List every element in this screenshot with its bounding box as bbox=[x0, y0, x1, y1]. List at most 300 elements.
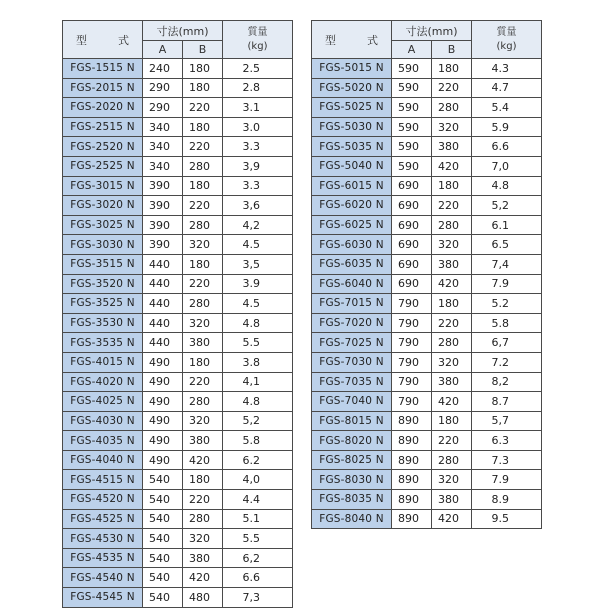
dimension-b-cell: 180 bbox=[183, 254, 223, 274]
model-cell: FGS-3530 N bbox=[63, 313, 143, 333]
model-cell: FGS-6035 N bbox=[312, 254, 392, 274]
mass-cell bbox=[223, 176, 293, 196]
mass-cell bbox=[223, 235, 293, 255]
dimension-b-cell: 180 bbox=[183, 78, 223, 98]
dimension-a-cell: 490 bbox=[143, 450, 183, 470]
mass-cell bbox=[223, 450, 293, 470]
table-row bbox=[63, 529, 293, 549]
mass-value: 5.1 bbox=[242, 512, 261, 526]
dimension-b-cell: 220 bbox=[183, 98, 223, 118]
dimension-b-cell: 180 bbox=[183, 470, 223, 490]
table-row bbox=[312, 431, 542, 451]
model-cell: FGS-7035 N bbox=[312, 372, 392, 392]
dimension-b-cell: 180 bbox=[432, 59, 472, 79]
model-cell: FGS-4545 N bbox=[63, 588, 143, 608]
dimension-a-cell: 890 bbox=[392, 509, 432, 529]
mass-value: 7,0 bbox=[491, 159, 510, 173]
table-row bbox=[312, 372, 542, 392]
spec-table-right bbox=[311, 20, 542, 529]
model-cell: FGS-4035 N bbox=[63, 431, 143, 451]
table-row bbox=[312, 411, 542, 431]
header-mass-unit: (kg) bbox=[247, 40, 268, 52]
model-cell: FGS-4515 N bbox=[63, 470, 143, 490]
table-row bbox=[312, 490, 542, 510]
table-row bbox=[312, 333, 542, 353]
mass-value: 5.4 bbox=[491, 100, 510, 114]
table-row bbox=[312, 117, 542, 137]
dimension-b-cell: 320 bbox=[432, 352, 472, 372]
dimension-a-cell: 790 bbox=[392, 294, 432, 314]
mass-cell bbox=[472, 98, 542, 118]
mass-cell bbox=[223, 254, 293, 274]
mass-cell bbox=[223, 156, 293, 176]
dimension-a-cell: 490 bbox=[143, 411, 183, 431]
table-row bbox=[63, 568, 293, 588]
mass-value: 4.8 bbox=[242, 316, 261, 330]
dimension-b-cell: 380 bbox=[183, 333, 223, 353]
model-cell: FGS-7020 N bbox=[312, 313, 392, 333]
dimension-b-cell: 320 bbox=[432, 117, 472, 137]
dimension-a-cell: 440 bbox=[143, 254, 183, 274]
mass-cell bbox=[472, 254, 542, 274]
model-cell: FGS-3015 N bbox=[63, 176, 143, 196]
mass-cell bbox=[223, 490, 293, 510]
model-cell: FGS-3020 N bbox=[63, 196, 143, 216]
mass-cell bbox=[472, 235, 542, 255]
dimension-a-cell: 790 bbox=[392, 333, 432, 353]
mass-value: 6.6 bbox=[491, 140, 510, 154]
dimension-b-cell: 280 bbox=[183, 294, 223, 314]
mass-value: 4.3 bbox=[491, 61, 510, 75]
mass-cell bbox=[472, 176, 542, 196]
dimension-b-cell: 220 bbox=[432, 431, 472, 451]
header-model: 型 式 bbox=[312, 21, 392, 59]
header-mass bbox=[472, 21, 542, 59]
dimension-a-cell: 340 bbox=[143, 156, 183, 176]
mass-value: 4.4 bbox=[242, 492, 261, 506]
table-row bbox=[312, 78, 542, 98]
mass-value: 3.3 bbox=[242, 179, 261, 193]
model-cell: FGS-3535 N bbox=[63, 333, 143, 353]
mass-cell bbox=[472, 274, 542, 294]
dimension-a-cell: 590 bbox=[392, 59, 432, 79]
mass-cell bbox=[223, 98, 293, 118]
model-cell: FGS-5030 N bbox=[312, 117, 392, 137]
model-cell: FGS-4535 N bbox=[63, 548, 143, 568]
model-cell: FGS-5020 N bbox=[312, 78, 392, 98]
mass-cell bbox=[472, 78, 542, 98]
mass-cell bbox=[223, 313, 293, 333]
dimension-b-cell: 320 bbox=[432, 235, 472, 255]
mass-value: 6,7 bbox=[491, 336, 510, 350]
dimension-a-cell: 490 bbox=[143, 431, 183, 451]
model-cell: FGS-7025 N bbox=[312, 333, 392, 353]
mass-cell bbox=[472, 450, 542, 470]
dimension-b-cell: 180 bbox=[183, 117, 223, 137]
dimension-b-cell: 420 bbox=[432, 509, 472, 529]
mass-value: 3.3 bbox=[242, 140, 261, 154]
dimension-a-cell: 590 bbox=[392, 78, 432, 98]
mass-cell bbox=[472, 313, 542, 333]
mass-cell bbox=[223, 588, 293, 608]
dimension-b-cell: 180 bbox=[432, 294, 472, 314]
dimension-b-cell: 280 bbox=[432, 215, 472, 235]
mass-value: 3.1 bbox=[242, 100, 261, 114]
dimension-b-cell: 280 bbox=[432, 450, 472, 470]
dimension-b-cell: 220 bbox=[183, 196, 223, 216]
mass-cell bbox=[223, 352, 293, 372]
model-cell: FGS-8025 N bbox=[312, 450, 392, 470]
mass-cell bbox=[223, 294, 293, 314]
model-cell: FGS-4530 N bbox=[63, 529, 143, 549]
dimension-b-cell: 280 bbox=[432, 98, 472, 118]
mass-cell bbox=[472, 509, 542, 529]
mass-value: 7.9 bbox=[491, 277, 510, 291]
mass-value: 7,3 bbox=[242, 590, 261, 604]
mass-value: 6.6 bbox=[242, 571, 261, 585]
header-dimensions: 寸法(mm) bbox=[392, 21, 472, 41]
header-col-b: B bbox=[183, 41, 223, 59]
model-cell: FGS-2520 N bbox=[63, 137, 143, 157]
dimension-a-cell: 540 bbox=[143, 509, 183, 529]
mass-cell bbox=[472, 392, 542, 412]
dimension-a-cell: 340 bbox=[143, 137, 183, 157]
table-row bbox=[63, 411, 293, 431]
dimension-a-cell: 440 bbox=[143, 333, 183, 353]
dimension-a-cell: 590 bbox=[392, 117, 432, 137]
mass-value: 2.5 bbox=[242, 61, 261, 75]
dimension-a-cell: 390 bbox=[143, 235, 183, 255]
table-row bbox=[63, 509, 293, 529]
table-row bbox=[312, 156, 542, 176]
mass-cell bbox=[223, 431, 293, 451]
dimension-a-cell: 440 bbox=[143, 274, 183, 294]
dimension-b-cell: 480 bbox=[183, 588, 223, 608]
mass-value: 4,1 bbox=[242, 375, 261, 389]
mass-value: 3,6 bbox=[242, 198, 261, 212]
dimension-b-cell: 180 bbox=[432, 411, 472, 431]
model-cell: FGS-2015 N bbox=[63, 78, 143, 98]
mass-cell bbox=[472, 431, 542, 451]
dimension-a-cell: 690 bbox=[392, 274, 432, 294]
mass-cell bbox=[223, 274, 293, 294]
dimension-b-cell: 420 bbox=[183, 568, 223, 588]
mass-value: 4.5 bbox=[242, 238, 261, 252]
table-row bbox=[63, 490, 293, 510]
dimension-a-cell: 690 bbox=[392, 176, 432, 196]
table-row bbox=[312, 392, 542, 412]
model-cell: FGS-2525 N bbox=[63, 156, 143, 176]
mass-value: 6.3 bbox=[491, 434, 510, 448]
dimension-b-cell: 280 bbox=[183, 156, 223, 176]
mass-value: 5.2 bbox=[491, 296, 510, 310]
mass-cell bbox=[223, 59, 293, 79]
mass-cell bbox=[472, 470, 542, 490]
table-row bbox=[63, 215, 293, 235]
dimension-b-cell: 180 bbox=[183, 176, 223, 196]
table-row bbox=[312, 450, 542, 470]
model-cell: FGS-6030 N bbox=[312, 235, 392, 255]
table-row bbox=[63, 313, 293, 333]
dimension-b-cell: 220 bbox=[183, 372, 223, 392]
dimension-a-cell: 290 bbox=[143, 98, 183, 118]
dimension-b-cell: 320 bbox=[183, 411, 223, 431]
model-cell: FGS-2515 N bbox=[63, 117, 143, 137]
dimension-b-cell: 220 bbox=[183, 137, 223, 157]
model-cell: FGS-4030 N bbox=[63, 411, 143, 431]
dimension-b-cell: 280 bbox=[432, 333, 472, 353]
dimension-a-cell: 890 bbox=[392, 490, 432, 510]
table-row bbox=[312, 470, 542, 490]
mass-cell bbox=[472, 411, 542, 431]
dimension-a-cell: 790 bbox=[392, 313, 432, 333]
table-row bbox=[63, 294, 293, 314]
model-cell: FGS-3520 N bbox=[63, 274, 143, 294]
mass-cell bbox=[223, 548, 293, 568]
model-cell: FGS-5035 N bbox=[312, 137, 392, 157]
header-mass bbox=[223, 21, 293, 59]
mass-value: 7.2 bbox=[491, 355, 510, 369]
table-row bbox=[63, 78, 293, 98]
mass-value: 5.8 bbox=[491, 316, 510, 330]
header-model: 型 式 bbox=[63, 21, 143, 59]
table-row bbox=[63, 470, 293, 490]
mass-value: 7,4 bbox=[491, 257, 510, 271]
mass-cell bbox=[472, 352, 542, 372]
dimension-b-cell: 380 bbox=[183, 548, 223, 568]
dimension-a-cell: 490 bbox=[143, 372, 183, 392]
table-row bbox=[63, 254, 293, 274]
header-mass-label: 質量 bbox=[496, 26, 517, 38]
dimension-b-cell: 380 bbox=[183, 431, 223, 451]
mass-value: 4,2 bbox=[242, 218, 261, 232]
dimension-a-cell: 890 bbox=[392, 470, 432, 490]
dimension-a-cell: 590 bbox=[392, 137, 432, 157]
table-row bbox=[63, 176, 293, 196]
mass-value: 5,7 bbox=[491, 414, 510, 428]
mass-cell bbox=[472, 490, 542, 510]
dimension-b-cell: 420 bbox=[432, 156, 472, 176]
model-cell: FGS-4015 N bbox=[63, 352, 143, 372]
dimension-a-cell: 890 bbox=[392, 450, 432, 470]
mass-cell bbox=[223, 333, 293, 353]
mass-cell bbox=[223, 411, 293, 431]
model-cell: FGS-3030 N bbox=[63, 235, 143, 255]
mass-value: 3,5 bbox=[242, 257, 261, 271]
table-row bbox=[312, 274, 542, 294]
model-cell: FGS-3515 N bbox=[63, 254, 143, 274]
model-cell: FGS-5025 N bbox=[312, 98, 392, 118]
mass-cell bbox=[472, 137, 542, 157]
header-col-a: A bbox=[392, 41, 432, 59]
dimension-a-cell: 690 bbox=[392, 215, 432, 235]
mass-cell bbox=[472, 372, 542, 392]
dimension-a-cell: 490 bbox=[143, 352, 183, 372]
dimension-b-cell: 420 bbox=[432, 274, 472, 294]
spec-table-left bbox=[62, 20, 293, 608]
model-cell: FGS-8035 N bbox=[312, 490, 392, 510]
header-col-a: A bbox=[143, 41, 183, 59]
model-cell: FGS-8030 N bbox=[312, 470, 392, 490]
mass-value: 5.8 bbox=[242, 434, 261, 448]
table-row bbox=[312, 137, 542, 157]
mass-value: 8,2 bbox=[491, 375, 510, 389]
mass-cell bbox=[472, 333, 542, 353]
mass-value: 8.7 bbox=[491, 394, 510, 408]
mass-cell bbox=[472, 196, 542, 216]
dimension-b-cell: 420 bbox=[183, 450, 223, 470]
dimension-a-cell: 790 bbox=[392, 372, 432, 392]
header-mass-label: 質量 bbox=[247, 26, 268, 38]
dimension-b-cell: 380 bbox=[432, 254, 472, 274]
dimension-b-cell: 220 bbox=[432, 78, 472, 98]
model-cell: FGS-6020 N bbox=[312, 196, 392, 216]
table-row bbox=[63, 352, 293, 372]
dimension-a-cell: 440 bbox=[143, 313, 183, 333]
table-row bbox=[63, 137, 293, 157]
mass-value: 6,2 bbox=[242, 551, 261, 565]
mass-cell bbox=[472, 294, 542, 314]
mass-value: 4,0 bbox=[242, 473, 261, 487]
table-row bbox=[63, 450, 293, 470]
table-row bbox=[63, 431, 293, 451]
table-row bbox=[312, 98, 542, 118]
model-cell: FGS-3525 N bbox=[63, 294, 143, 314]
mass-cell bbox=[472, 156, 542, 176]
table-row bbox=[63, 392, 293, 412]
mass-value: 4.8 bbox=[491, 179, 510, 193]
mass-value: 3,9 bbox=[242, 159, 261, 173]
table-row bbox=[63, 235, 293, 255]
dimension-a-cell: 440 bbox=[143, 294, 183, 314]
dimension-b-cell: 180 bbox=[183, 352, 223, 372]
mass-cell bbox=[472, 117, 542, 137]
mass-cell bbox=[223, 470, 293, 490]
dimension-a-cell: 890 bbox=[392, 431, 432, 451]
mass-value: 5.5 bbox=[242, 336, 261, 350]
dimension-a-cell: 390 bbox=[143, 215, 183, 235]
mass-cell bbox=[223, 372, 293, 392]
dimension-b-cell: 320 bbox=[183, 313, 223, 333]
dimension-a-cell: 540 bbox=[143, 588, 183, 608]
mass-value: 3.8 bbox=[242, 355, 261, 369]
mass-cell bbox=[472, 59, 542, 79]
table-row bbox=[63, 372, 293, 392]
model-cell: FGS-7030 N bbox=[312, 352, 392, 372]
header-col-b: B bbox=[432, 41, 472, 59]
dimension-b-cell: 280 bbox=[183, 392, 223, 412]
model-cell: FGS-4020 N bbox=[63, 372, 143, 392]
model-cell: FGS-6015 N bbox=[312, 176, 392, 196]
dimension-b-cell: 380 bbox=[432, 372, 472, 392]
model-cell: FGS-8020 N bbox=[312, 431, 392, 451]
table-row bbox=[312, 235, 542, 255]
mass-value: 3.0 bbox=[242, 120, 261, 134]
dimension-b-cell: 220 bbox=[183, 274, 223, 294]
table-row bbox=[312, 176, 542, 196]
table-row bbox=[63, 156, 293, 176]
dimension-a-cell: 540 bbox=[143, 568, 183, 588]
model-cell: FGS-4040 N bbox=[63, 450, 143, 470]
dimension-a-cell: 540 bbox=[143, 548, 183, 568]
dimension-a-cell: 340 bbox=[143, 117, 183, 137]
model-cell: FGS-5040 N bbox=[312, 156, 392, 176]
mass-value: 2.8 bbox=[242, 81, 261, 95]
mass-value: 5.9 bbox=[491, 120, 510, 134]
table-row bbox=[312, 313, 542, 333]
header-dimensions: 寸法(mm) bbox=[143, 21, 223, 41]
model-cell: FGS-4540 N bbox=[63, 568, 143, 588]
mass-cell bbox=[223, 78, 293, 98]
dimension-b-cell: 320 bbox=[183, 235, 223, 255]
dimension-b-cell: 380 bbox=[432, 137, 472, 157]
model-cell: FGS-1515 N bbox=[63, 59, 143, 79]
table-row bbox=[312, 59, 542, 79]
table-row bbox=[63, 196, 293, 216]
mass-cell bbox=[223, 196, 293, 216]
table-row bbox=[63, 117, 293, 137]
mass-cell bbox=[223, 509, 293, 529]
mass-value: 3.9 bbox=[242, 277, 261, 291]
mass-value: 7.3 bbox=[491, 453, 510, 467]
dimension-a-cell: 540 bbox=[143, 470, 183, 490]
mass-cell bbox=[472, 215, 542, 235]
mass-value: 6.5 bbox=[491, 238, 510, 252]
mass-value: 8.9 bbox=[491, 492, 510, 506]
model-cell: FGS-6025 N bbox=[312, 215, 392, 235]
dimension-a-cell: 390 bbox=[143, 196, 183, 216]
dimension-b-cell: 220 bbox=[432, 313, 472, 333]
table-row bbox=[312, 294, 542, 314]
dimension-b-cell: 220 bbox=[432, 196, 472, 216]
dimension-b-cell: 320 bbox=[432, 470, 472, 490]
model-cell: FGS-8015 N bbox=[312, 411, 392, 431]
dimension-b-cell: 380 bbox=[432, 490, 472, 510]
dimension-b-cell: 180 bbox=[183, 59, 223, 79]
dimension-b-cell: 280 bbox=[183, 509, 223, 529]
table-row bbox=[312, 254, 542, 274]
mass-value: 5,2 bbox=[491, 198, 510, 212]
dimension-a-cell: 790 bbox=[392, 352, 432, 372]
table-row bbox=[63, 548, 293, 568]
model-cell: FGS-4525 N bbox=[63, 509, 143, 529]
mass-value: 4.7 bbox=[491, 81, 510, 95]
table-row bbox=[63, 59, 293, 79]
mass-value: 5,2 bbox=[242, 414, 261, 428]
table-row bbox=[63, 333, 293, 353]
dimension-a-cell: 590 bbox=[392, 156, 432, 176]
dimension-a-cell: 490 bbox=[143, 392, 183, 412]
mass-value: 4.8 bbox=[242, 394, 261, 408]
mass-value: 7.9 bbox=[491, 473, 510, 487]
model-cell: FGS-7015 N bbox=[312, 294, 392, 314]
mass-cell bbox=[223, 137, 293, 157]
dimension-a-cell: 290 bbox=[143, 78, 183, 98]
mass-value: 6.2 bbox=[242, 453, 261, 467]
model-cell: FGS-7040 N bbox=[312, 392, 392, 412]
mass-cell bbox=[223, 392, 293, 412]
dimension-a-cell: 690 bbox=[392, 235, 432, 255]
table-row bbox=[63, 588, 293, 608]
dimension-b-cell: 180 bbox=[432, 176, 472, 196]
dimension-a-cell: 540 bbox=[143, 529, 183, 549]
model-cell: FGS-4520 N bbox=[63, 490, 143, 510]
dimension-a-cell: 540 bbox=[143, 490, 183, 510]
dimension-a-cell: 240 bbox=[143, 59, 183, 79]
model-cell: FGS-3025 N bbox=[63, 215, 143, 235]
dimension-b-cell: 280 bbox=[183, 215, 223, 235]
header-mass-unit: (kg) bbox=[496, 40, 517, 52]
